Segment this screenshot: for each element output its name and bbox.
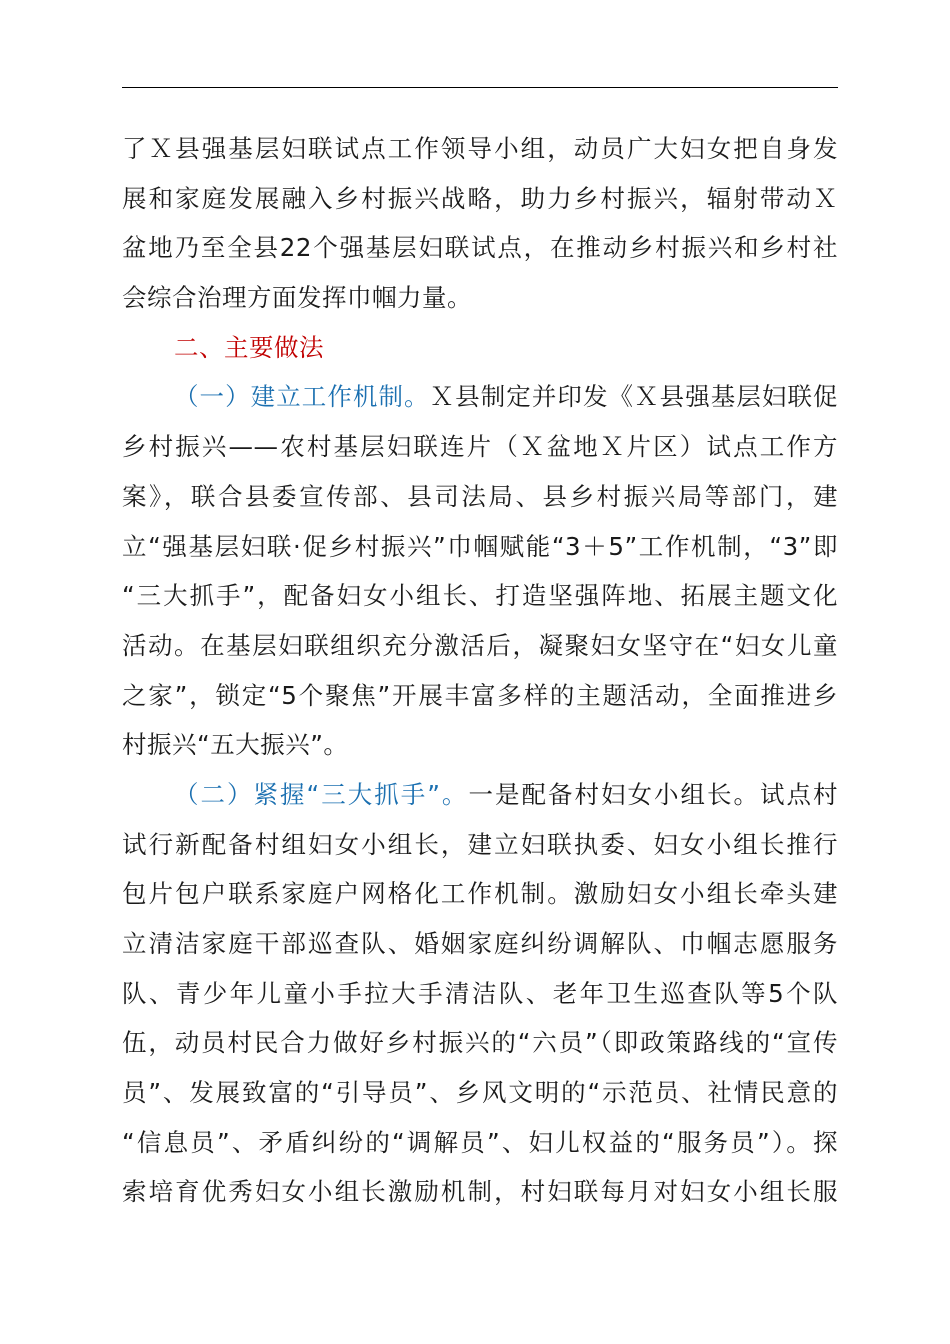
paragraph-line: 会综合治理方面发挥巾帼力量。 bbox=[122, 283, 472, 313]
paragraph-line: 村振兴“五大振兴”。 bbox=[122, 730, 349, 760]
section-heading: 二、主要做法 bbox=[174, 332, 324, 362]
paragraph-line: 包片包户联系家庭户网格化工作机制。激励妇女小组长牵头建 bbox=[122, 879, 838, 909]
subsection-heading: （二）紧握“三大抓手”。 bbox=[174, 779, 469, 809]
paragraph-line: 之家”，锁定“5个聚焦”开展丰富多样的主题活动，全面推进乡 bbox=[122, 680, 838, 710]
subsection-heading: （一）建立工作机制。 bbox=[174, 382, 430, 412]
paragraph-line: 索培育优秀妇女小组长激励机制，村妇联每月对妇女小组长服 bbox=[122, 1177, 838, 1207]
paragraph-line: 了Ｘ县强基层妇联试点工作领导小组，动员广大妇女把自身发 bbox=[122, 134, 838, 163]
document-body bbox=[122, 124, 838, 1217]
subsection-first-line bbox=[122, 770, 838, 820]
paragraph-line: 员”、发展致富的“引导员”、乡风文明的“示范员、社情民意的 bbox=[122, 1078, 838, 1108]
paragraph-line: “三大抓手”，配备妇女小组长、打造坚强阵地、拓展主题文化 bbox=[122, 581, 838, 611]
paragraph-line: 盆地乃至全县22个强基层妇联试点，在推动乡村振兴和乡村社 bbox=[122, 233, 838, 263]
paragraph-line: 乡村振兴——农村基层妇联连片（Ｘ盆地Ｘ片区）试点工作方 bbox=[122, 432, 838, 462]
paragraph-line: 队、青少年儿童小手拉大手清洁队、老年卫生巡查队等5个队 bbox=[122, 978, 838, 1008]
paragraph-line: “信息员”、矛盾纠纷的“调解员”、妇儿权益的“服务员”）。探 bbox=[122, 1127, 838, 1157]
header-rule bbox=[122, 87, 838, 88]
paragraph-line: 试行新配备村组妇女小组长，建立妇联执委、妇女小组长推行 bbox=[122, 829, 838, 859]
paragraph-line: 伍，动员村民合力做好乡村振兴的“六员”（即政策路线的“宣传 bbox=[122, 1028, 838, 1058]
subsection-text: 一是配备村妇女小组长。试点村 bbox=[468, 779, 838, 809]
paragraph-line: 活动。在基层妇联组织充分激活后，凝聚妇女坚守在“妇女儿童 bbox=[122, 630, 838, 660]
paragraph-line: 立“强基层妇联·促乡村振兴”巾帼赋能“3＋5”工作机制，“3”即 bbox=[122, 531, 838, 561]
paragraph-line: 展和家庭发展融入乡村振兴战略，助力乡村振兴，辐射带动Ｘ bbox=[122, 183, 838, 213]
subsection-text: Ｘ县制定并印发《Ｘ县强基层妇联促 bbox=[429, 382, 839, 412]
subsection-first-line bbox=[122, 372, 838, 422]
paragraph-line: 立清洁家庭干部巡查队、婚姻家庭纠纷调解队、巾帼志愿服务 bbox=[122, 929, 838, 958]
paragraph-line: 案》，联合县委宣传部、县司法局、县乡村振兴局等部门，建 bbox=[122, 481, 838, 511]
